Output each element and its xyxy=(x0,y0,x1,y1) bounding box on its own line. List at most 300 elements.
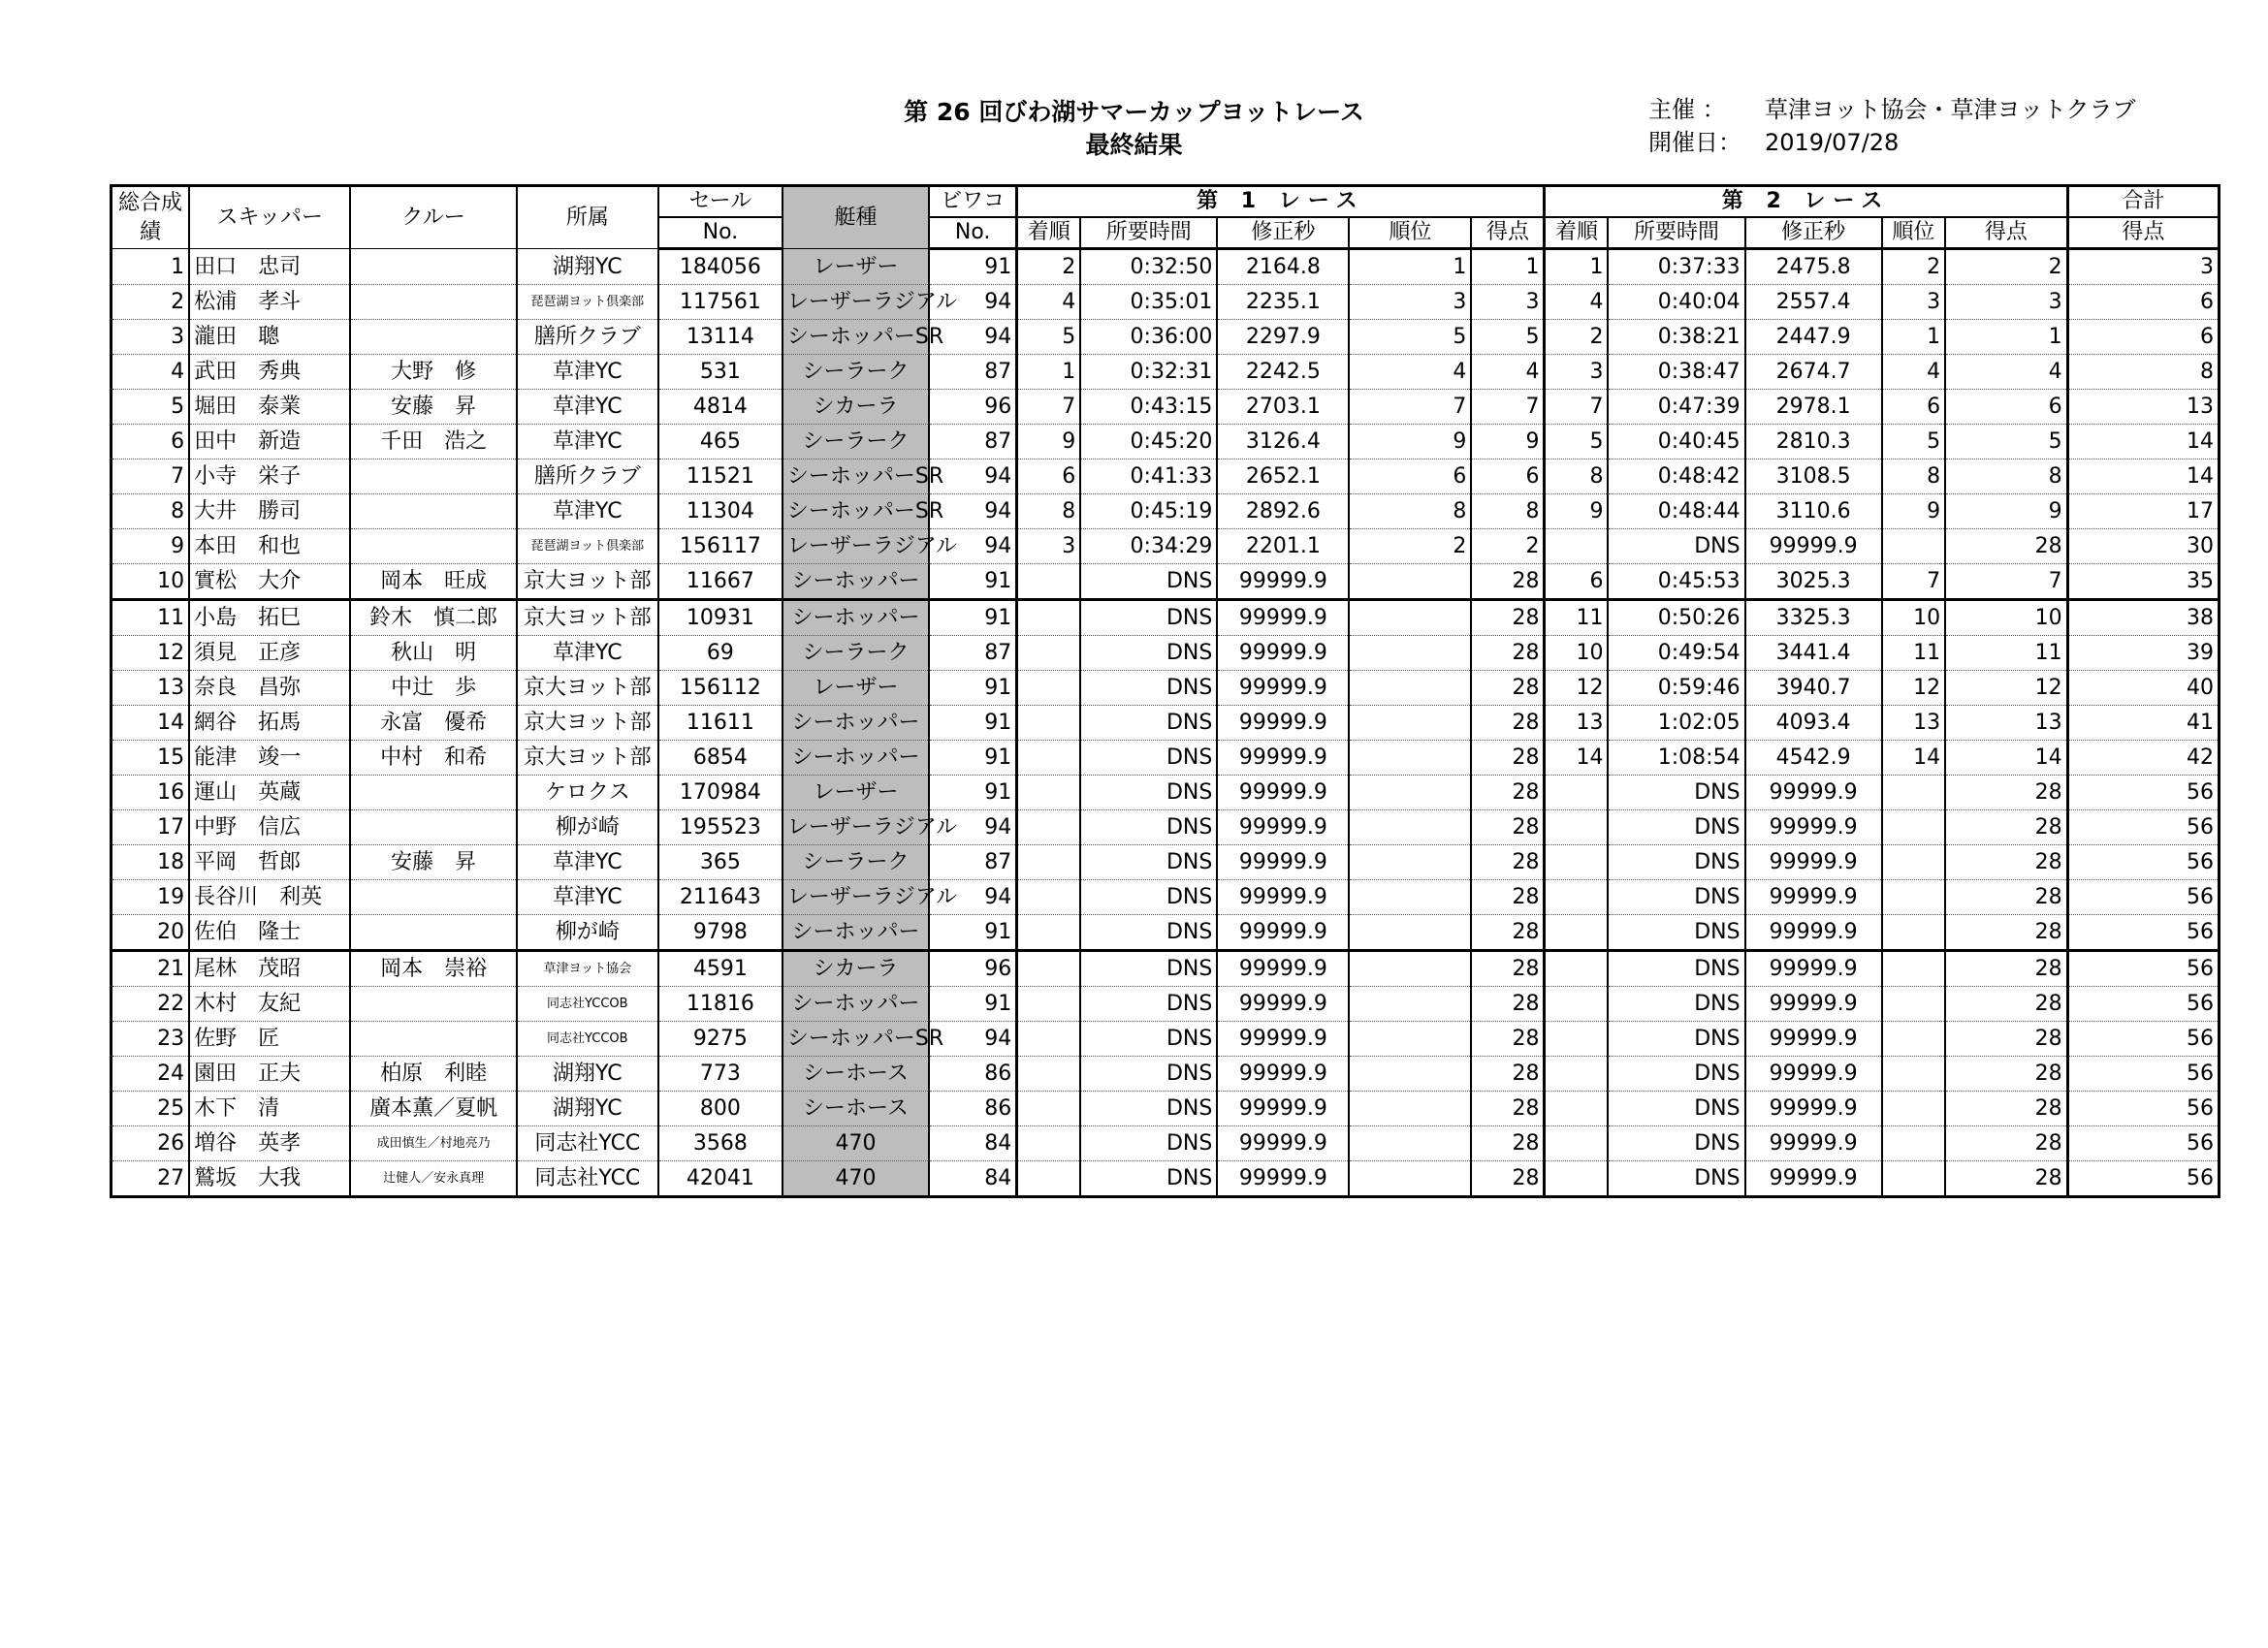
cell-pos: 21 xyxy=(112,951,190,987)
cell-crew xyxy=(350,249,516,285)
cell-sail: 11611 xyxy=(658,706,783,741)
cell-sail: 184056 xyxy=(658,249,783,285)
cell-r2-rank: 1 xyxy=(1882,320,1946,355)
cell-r2-rank: 3 xyxy=(1882,285,1946,320)
table-header xyxy=(112,186,2220,249)
cell-r1-fin: 7 xyxy=(1017,390,1081,425)
cell-r2-time: 0:40:45 xyxy=(1608,425,1744,460)
cell-skipper: 小島 拓巳 xyxy=(189,600,350,636)
cell-r2-time: 0:48:42 xyxy=(1608,460,1744,494)
cell-pos: 9 xyxy=(112,529,190,564)
cell-r1-pts: 1 xyxy=(1471,249,1545,285)
cell-r1-corr: 99999.9 xyxy=(1217,600,1349,636)
cell-r1-pts: 5 xyxy=(1471,320,1545,355)
cell-r1-pts: 28 xyxy=(1471,810,1545,845)
cell-r2-time: DNS xyxy=(1608,810,1744,845)
cell-boat: シーホッパー xyxy=(783,706,929,741)
cell-r1-time: DNS xyxy=(1080,600,1217,636)
cell-r1-corr: 99999.9 xyxy=(1217,951,1349,987)
cell-r1-time: DNS xyxy=(1080,915,1217,951)
cell-r2-rank: 2 xyxy=(1882,249,1946,285)
cell-by: 91 xyxy=(929,706,1017,741)
cell-total: 3 xyxy=(2067,249,2219,285)
cell-sail: 531 xyxy=(658,355,783,390)
cell-r1-pts: 28 xyxy=(1471,987,1545,1022)
cell-r2-corr: 3025.3 xyxy=(1745,564,1882,600)
cell-crew xyxy=(350,529,516,564)
cell-by: 87 xyxy=(929,425,1017,460)
col-total-points: 得点 xyxy=(2067,217,2219,249)
cell-sail: 11816 xyxy=(658,987,783,1022)
cell-pos: 7 xyxy=(112,460,190,494)
cell-sail: 211643 xyxy=(658,880,783,915)
cell-total: 13 xyxy=(2067,390,2219,425)
cell-crew xyxy=(350,460,516,494)
cell-r2-rank: 14 xyxy=(1882,741,1946,776)
cell-pos: 12 xyxy=(112,636,190,671)
cell-by: 87 xyxy=(929,636,1017,671)
cell-r1-pts: 28 xyxy=(1471,880,1545,915)
cell-r1-fin xyxy=(1017,564,1081,600)
cell-r1-rank xyxy=(1349,564,1471,600)
cell-club: 草津ヨット協会 xyxy=(517,951,658,987)
cell-r2-pts: 28 xyxy=(1945,810,2067,845)
cell-sail: 156117 xyxy=(658,529,783,564)
cell-r1-pts: 28 xyxy=(1471,1022,1545,1057)
cell-total: 56 xyxy=(2067,915,2219,951)
cell-r1-corr: 99999.9 xyxy=(1217,1022,1349,1057)
cell-r2-pts: 12 xyxy=(1945,671,2067,706)
cell-r2-fin xyxy=(1545,987,1609,1022)
table-row xyxy=(112,320,2220,355)
cell-r2-pts: 9 xyxy=(1945,494,2067,529)
cell-r2-corr: 99999.9 xyxy=(1745,1092,1882,1126)
cell-r2-time: DNS xyxy=(1608,776,1744,810)
table-row xyxy=(112,564,2220,600)
cell-by: 87 xyxy=(929,355,1017,390)
cell-r1-time: DNS xyxy=(1080,741,1217,776)
cell-pos: 23 xyxy=(112,1022,190,1057)
cell-r2-pts: 8 xyxy=(1945,460,2067,494)
col-r2-corrected: 修正秒 xyxy=(1745,217,1882,249)
cell-r2-fin xyxy=(1545,915,1609,951)
cell-sail: 117561 xyxy=(658,285,783,320)
cell-r1-fin xyxy=(1017,1022,1081,1057)
cell-r1-fin xyxy=(1017,1057,1081,1092)
cell-r2-fin: 7 xyxy=(1545,390,1609,425)
cell-skipper: 須見 正彦 xyxy=(189,636,350,671)
cell-pos: 14 xyxy=(112,706,190,741)
cell-r1-time: 0:35:01 xyxy=(1080,285,1217,320)
table-row xyxy=(112,741,2220,776)
cell-by: 94 xyxy=(929,529,1017,564)
cell-r1-rank xyxy=(1349,987,1471,1022)
table-row xyxy=(112,1161,2220,1197)
table-body xyxy=(112,249,2220,1197)
cell-r1-corr: 99999.9 xyxy=(1217,810,1349,845)
table-row xyxy=(112,951,2220,987)
cell-r2-corr: 2447.9 xyxy=(1745,320,1882,355)
cell-by: 91 xyxy=(929,249,1017,285)
table-row xyxy=(112,460,2220,494)
col-r2-finish: 着順 xyxy=(1545,217,1609,249)
col-affiliation: 所属 xyxy=(517,186,658,249)
cell-pos: 4 xyxy=(112,355,190,390)
cell-skipper: 中野 信広 xyxy=(189,810,350,845)
cell-crew: 千田 浩之 xyxy=(350,425,516,460)
cell-boat: 470 xyxy=(783,1161,929,1197)
organizer-value: 草津ヨット協会・草津ヨットクラブ xyxy=(1765,96,2136,123)
cell-r2-corr: 99999.9 xyxy=(1745,776,1882,810)
cell-club: 京大ヨット部 xyxy=(517,564,658,600)
cell-r1-rank xyxy=(1349,915,1471,951)
table-row xyxy=(112,1126,2220,1161)
cell-total: 56 xyxy=(2067,776,2219,810)
cell-r2-rank: 7 xyxy=(1882,564,1946,600)
cell-r1-rank xyxy=(1349,880,1471,915)
cell-total: 40 xyxy=(2067,671,2219,706)
table-row xyxy=(112,425,2220,460)
cell-crew: 安藤 昇 xyxy=(350,845,516,880)
cell-skipper: 長谷川 利英 xyxy=(189,880,350,915)
cell-r1-corr: 3126.4 xyxy=(1217,425,1349,460)
cell-r1-fin: 9 xyxy=(1017,425,1081,460)
page-subtitle: 最終結果 xyxy=(1085,131,1183,159)
cell-r1-fin xyxy=(1017,671,1081,706)
cell-r1-fin: 8 xyxy=(1017,494,1081,529)
table-row xyxy=(112,390,2220,425)
cell-r2-pts: 6 xyxy=(1945,390,2067,425)
cell-total: 17 xyxy=(2067,494,2219,529)
cell-skipper: 鷲坂 大我 xyxy=(189,1161,350,1197)
cell-by: 94 xyxy=(929,1022,1017,1057)
cell-crew xyxy=(350,987,516,1022)
col-r2-elapsed: 所要時間 xyxy=(1608,217,1744,249)
cell-pos: 26 xyxy=(112,1126,190,1161)
cell-skipper: 松浦 孝斗 xyxy=(189,285,350,320)
cell-sail: 170984 xyxy=(658,776,783,810)
cell-r1-fin: 5 xyxy=(1017,320,1081,355)
col-skipper: スキッパー xyxy=(189,186,350,249)
cell-r1-fin: 4 xyxy=(1017,285,1081,320)
cell-crew xyxy=(350,1022,516,1057)
cell-r2-pts: 13 xyxy=(1945,706,2067,741)
cell-r2-pts: 28 xyxy=(1945,1092,2067,1126)
cell-r1-rank: 8 xyxy=(1349,494,1471,529)
page-title: 第 26 回びわ湖サマーカップヨットレース xyxy=(904,98,1364,126)
cell-crew xyxy=(350,320,516,355)
cell-r1-rank: 3 xyxy=(1349,285,1471,320)
cell-crew: 中辻 歩 xyxy=(350,671,516,706)
cell-r1-time: 0:45:20 xyxy=(1080,425,1217,460)
cell-r2-corr: 99999.9 xyxy=(1745,1022,1882,1057)
cell-boat: シーホッパーSR xyxy=(783,494,929,529)
cell-r2-rank: 10 xyxy=(1882,600,1946,636)
cell-r1-rank: 2 xyxy=(1349,529,1471,564)
date-label: 開催日： xyxy=(1648,129,1741,156)
col-r1-elapsed: 所要時間 xyxy=(1080,217,1217,249)
cell-skipper: 木下 清 xyxy=(189,1092,350,1126)
cell-r2-corr: 99999.9 xyxy=(1745,987,1882,1022)
cell-r2-time: 0:38:47 xyxy=(1608,355,1744,390)
cell-r1-pts: 28 xyxy=(1471,706,1545,741)
cell-r1-time: 0:45:19 xyxy=(1080,494,1217,529)
cell-crew: 岡本 崇裕 xyxy=(350,951,516,987)
cell-r1-rank xyxy=(1349,1161,1471,1197)
cell-boat: シーホッパーSR xyxy=(783,1022,929,1057)
col-r2-points: 得点 xyxy=(1945,217,2067,249)
cell-total: 56 xyxy=(2067,1092,2219,1126)
cell-club: 琵琶湖ヨット倶楽部 xyxy=(517,285,658,320)
cell-r2-fin xyxy=(1545,1022,1609,1057)
col-r1-corrected: 修正秒 xyxy=(1217,217,1349,249)
cell-r2-corr: 99999.9 xyxy=(1745,951,1882,987)
cell-total: 30 xyxy=(2067,529,2219,564)
cell-r2-time: DNS xyxy=(1608,951,1744,987)
cell-r1-fin xyxy=(1017,636,1081,671)
cell-r1-pts: 28 xyxy=(1471,564,1545,600)
cell-boat: シーホッパーSR xyxy=(783,320,929,355)
cell-r2-time: 0:49:54 xyxy=(1608,636,1744,671)
cell-boat: シーラーク xyxy=(783,425,929,460)
cell-r1-pts: 8 xyxy=(1471,494,1545,529)
cell-by: 91 xyxy=(929,776,1017,810)
cell-crew: 岡本 旺成 xyxy=(350,564,516,600)
cell-total: 56 xyxy=(2067,987,2219,1022)
cell-pos: 5 xyxy=(112,390,190,425)
cell-r2-fin xyxy=(1545,951,1609,987)
cell-r2-rank: 11 xyxy=(1882,636,1946,671)
cell-r2-pts: 28 xyxy=(1945,1126,2067,1161)
cell-club: 草津YC xyxy=(517,425,658,460)
cell-by: 87 xyxy=(929,845,1017,880)
cell-r1-pts: 4 xyxy=(1471,355,1545,390)
cell-r2-fin: 14 xyxy=(1545,741,1609,776)
cell-r2-corr: 99999.9 xyxy=(1745,1126,1882,1161)
cell-r1-corr: 99999.9 xyxy=(1217,671,1349,706)
cell-r1-rank: 4 xyxy=(1349,355,1471,390)
cell-r2-rank xyxy=(1882,1022,1946,1057)
cell-r1-corr: 99999.9 xyxy=(1217,845,1349,880)
cell-pos: 1 xyxy=(112,249,190,285)
cell-crew xyxy=(350,285,516,320)
cell-r2-pts: 28 xyxy=(1945,1057,2067,1092)
table-row xyxy=(112,987,2220,1022)
cell-total: 41 xyxy=(2067,706,2219,741)
cell-r2-corr: 2475.8 xyxy=(1745,249,1882,285)
cell-r1-rank: 5 xyxy=(1349,320,1471,355)
cell-r1-pts: 28 xyxy=(1471,845,1545,880)
cell-r1-fin xyxy=(1017,600,1081,636)
cell-sail: 4814 xyxy=(658,390,783,425)
cell-r2-pts: 3 xyxy=(1945,285,2067,320)
cell-pos: 27 xyxy=(112,1161,190,1197)
cell-pos: 18 xyxy=(112,845,190,880)
cell-r1-pts: 28 xyxy=(1471,636,1545,671)
table-row xyxy=(112,880,2220,915)
cell-by: 94 xyxy=(929,460,1017,494)
cell-r2-pts: 28 xyxy=(1945,1161,2067,1197)
cell-crew: 廣本薫／夏帆 xyxy=(350,1092,516,1126)
cell-total: 6 xyxy=(2067,285,2219,320)
cell-by: 91 xyxy=(929,600,1017,636)
cell-r1-fin xyxy=(1017,706,1081,741)
cell-club: 同志社YCCOB xyxy=(517,987,658,1022)
cell-r1-corr: 2892.6 xyxy=(1217,494,1349,529)
cell-r2-rank: 12 xyxy=(1882,671,1946,706)
cell-total: 8 xyxy=(2067,355,2219,390)
col-total: 合計 xyxy=(2067,186,2219,218)
cell-r2-time: DNS xyxy=(1608,880,1744,915)
cell-r1-corr: 99999.9 xyxy=(1217,636,1349,671)
cell-r2-pts: 28 xyxy=(1945,880,2067,915)
cell-r1-time: 0:32:31 xyxy=(1080,355,1217,390)
cell-r2-fin xyxy=(1545,845,1609,880)
cell-crew: 成田慎生／村地亮乃 xyxy=(350,1126,516,1161)
cell-sail: 156112 xyxy=(658,671,783,706)
cell-r2-pts: 28 xyxy=(1945,951,2067,987)
cell-crew: 永富 優希 xyxy=(350,706,516,741)
cell-r1-time: DNS xyxy=(1080,1022,1217,1057)
table-row xyxy=(112,1092,2220,1126)
cell-crew: 大野 修 xyxy=(350,355,516,390)
cell-r1-time: DNS xyxy=(1080,987,1217,1022)
cell-r2-rank xyxy=(1882,810,1946,845)
cell-r1-corr: 99999.9 xyxy=(1217,706,1349,741)
cell-boat: レーザーラジアル xyxy=(783,880,929,915)
cell-r1-pts: 28 xyxy=(1471,671,1545,706)
cell-total: 56 xyxy=(2067,1057,2219,1092)
cell-skipper: 網谷 拓馬 xyxy=(189,706,350,741)
col-r2-rank: 順位 xyxy=(1882,217,1946,249)
cell-r2-rank xyxy=(1882,1057,1946,1092)
cell-r2-time: 0:47:39 xyxy=(1608,390,1744,425)
table-row xyxy=(112,671,2220,706)
cell-r2-pts: 28 xyxy=(1945,529,2067,564)
cell-r1-corr: 2164.8 xyxy=(1217,249,1349,285)
cell-skipper: 堀田 泰業 xyxy=(189,390,350,425)
cell-r1-pts: 6 xyxy=(1471,460,1545,494)
cell-r2-rank xyxy=(1882,529,1946,564)
cell-r1-corr: 99999.9 xyxy=(1217,880,1349,915)
cell-r1-time: DNS xyxy=(1080,1161,1217,1197)
cell-r2-time: DNS xyxy=(1608,1092,1744,1126)
cell-by: 84 xyxy=(929,1126,1017,1161)
cell-r2-pts: 14 xyxy=(1945,741,2067,776)
cell-r1-pts: 28 xyxy=(1471,1057,1545,1092)
cell-club: 膳所クラブ xyxy=(517,320,658,355)
cell-r1-pts: 2 xyxy=(1471,529,1545,564)
cell-r2-rank xyxy=(1882,1092,1946,1126)
col-sail-no: No. xyxy=(658,217,783,249)
cell-r2-time: 1:08:54 xyxy=(1608,741,1744,776)
cell-boat: シーホッパー xyxy=(783,987,929,1022)
cell-r2-time: 0:37:33 xyxy=(1608,249,1744,285)
cell-r2-fin xyxy=(1545,880,1609,915)
cell-by: 94 xyxy=(929,494,1017,529)
cell-total: 56 xyxy=(2067,880,2219,915)
cell-boat: シーラーク xyxy=(783,636,929,671)
cell-boat: レーザー xyxy=(783,671,929,706)
cell-boat: レーザーラジアル xyxy=(783,285,929,320)
cell-r2-pts: 28 xyxy=(1945,845,2067,880)
cell-club: 京大ヨット部 xyxy=(517,671,658,706)
cell-pos: 16 xyxy=(112,776,190,810)
cell-r1-rank xyxy=(1349,741,1471,776)
cell-sail: 42041 xyxy=(658,1161,783,1197)
cell-total: 14 xyxy=(2067,425,2219,460)
cell-crew: 辻健人／安永真理 xyxy=(350,1161,516,1197)
table-row xyxy=(112,249,2220,285)
cell-r2-rank xyxy=(1882,1161,1946,1197)
cell-r1-rank: 6 xyxy=(1349,460,1471,494)
cell-r1-corr: 99999.9 xyxy=(1217,776,1349,810)
cell-crew: 柏原 利睦 xyxy=(350,1057,516,1092)
cell-pos: 25 xyxy=(112,1092,190,1126)
cell-r1-rank xyxy=(1349,1126,1471,1161)
cell-sail: 11304 xyxy=(658,494,783,529)
cell-r2-corr: 99999.9 xyxy=(1745,810,1882,845)
cell-crew xyxy=(350,776,516,810)
table-row xyxy=(112,915,2220,951)
cell-r1-rank xyxy=(1349,1092,1471,1126)
cell-pos: 24 xyxy=(112,1057,190,1092)
cell-boat: レーザー xyxy=(783,249,929,285)
cell-r1-corr: 99999.9 xyxy=(1217,741,1349,776)
cell-r2-fin: 1 xyxy=(1545,249,1609,285)
cell-r1-corr: 99999.9 xyxy=(1217,987,1349,1022)
cell-r2-fin: 4 xyxy=(1545,285,1609,320)
table-row xyxy=(112,706,2220,741)
cell-r1-rank xyxy=(1349,1022,1471,1057)
cell-total: 42 xyxy=(2067,741,2219,776)
cell-r2-time: DNS xyxy=(1608,845,1744,880)
cell-club: 草津YC xyxy=(517,636,658,671)
cell-club: 草津YC xyxy=(517,390,658,425)
cell-pos: 10 xyxy=(112,564,190,600)
cell-r1-pts: 28 xyxy=(1471,915,1545,951)
cell-pos: 3 xyxy=(112,320,190,355)
cell-pos: 8 xyxy=(112,494,190,529)
cell-r2-pts: 2 xyxy=(1945,249,2067,285)
cell-pos: 2 xyxy=(112,285,190,320)
cell-r2-rank xyxy=(1882,845,1946,880)
cell-sail: 195523 xyxy=(658,810,783,845)
col-biwako: ビワコ xyxy=(929,186,1017,218)
cell-r1-time: DNS xyxy=(1080,1057,1217,1092)
cell-r2-time: DNS xyxy=(1608,1022,1744,1057)
cell-r2-corr: 3325.3 xyxy=(1745,600,1882,636)
col-sail: セール xyxy=(658,186,783,218)
cell-crew xyxy=(350,880,516,915)
table-row xyxy=(112,494,2220,529)
cell-r2-time: DNS xyxy=(1608,987,1744,1022)
cell-skipper: 瀧田 聰 xyxy=(189,320,350,355)
cell-r2-fin xyxy=(1545,1161,1609,1197)
cell-r2-rank xyxy=(1882,915,1946,951)
cell-r2-fin xyxy=(1545,810,1609,845)
cell-r1-fin xyxy=(1017,776,1081,810)
cell-r1-fin xyxy=(1017,1092,1081,1126)
cell-skipper: 能津 竣一 xyxy=(189,741,350,776)
cell-r1-fin: 3 xyxy=(1017,529,1081,564)
cell-crew: 安藤 昇 xyxy=(350,390,516,425)
cell-r2-corr: 99999.9 xyxy=(1745,915,1882,951)
cell-r2-rank: 9 xyxy=(1882,494,1946,529)
cell-r2-pts: 5 xyxy=(1945,425,2067,460)
cell-boat: シーホッパー xyxy=(783,600,929,636)
col-race1: 第 1 レース xyxy=(1017,186,1545,218)
